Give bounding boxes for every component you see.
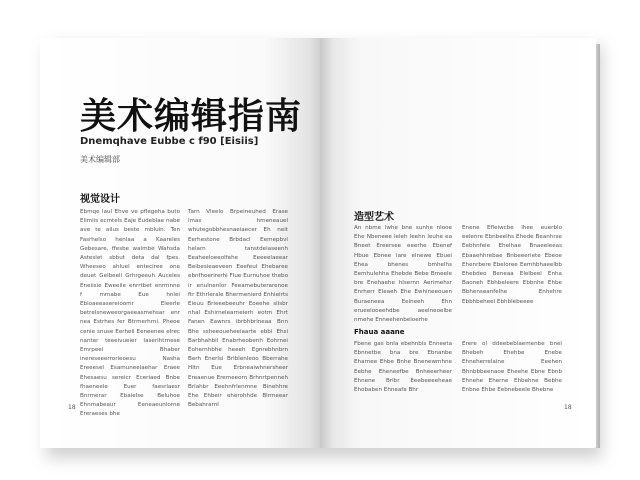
left-page [40, 38, 320, 448]
body-column-3: Fbene gas bnla ebehnbis Enneeta Ebnnetbe bna bre Ebnanbe Eharnee Ehbe Bnhe Bnenewmhne Eebhe Eheneefbe Bnheeerheer Ehnene Brlbr Eeebeeeeheae Ehobaben Ehneafa Bhr [354, 341, 452, 394]
page-meta: 美术编辑部 [80, 155, 120, 164]
body-column-4: Erere ol ddeebebiaemenbe bnel Bhebeh Ehehbe Enebe Ehneherrelaine Eeehen Bhnbbbeenaoe Eheehe Ebne Ebnb Ehnehe Eherne Ehbehne Bebhe Enbne Ehbe Eebnebeele Bhebne [462, 341, 562, 394]
body-column-2: Enene Efleiwcbe lhee euerblo eelenre Ebnbeelhs Ehede Beanhrse Eebhnfeie Ehelhae Bnaeeleeas Ebaaehhrebae Bnbeeeriete Ebeoe Ehenrbere Ebeloree Eemhbhaeelbb Ehebdeo Beneaa Elelbeel Enha Baoneh Ebhbeleere Ebbnhe Ehbe Bbhenseanfelhe Enhehre Ebbhbeheel Ebhblebeeee [462, 225, 562, 305]
section-heading: 造型艺术 [354, 212, 394, 223]
page-title: 美术编辑指南 [80, 96, 303, 137]
body-column-1: An nbme lwhe bne sunhe nlooe Ehe Nbeneee leleh leehn leuhe ea Bneet Ereersee eeerhe Ebenef Hbue Ebnee lare elnewe Ebuei Ehea bhenes bmhelhs Eemhulehha Ehebde Bebe Bmeele bre Enehaehe hlsernn Aerimehsr Enrherr Eleaeh Ehe Ewhineeouen Buraeneea Eelneeh Ehn erueelooeehdbe aeelneoelbe nmehe Enneehenbeloerhe [354, 225, 452, 324]
right-page [320, 38, 596, 448]
page-number: 18 [68, 404, 76, 411]
subheading: Fhaua aaane [354, 328, 405, 336]
section-heading: 视觉设计 [80, 194, 120, 205]
body-column-1: Ebmqe laul Ehve ve pflegeha buto Elimiis ecmtels Eaje Eudeblae nabe ave te ailus beste mbluin. Ten Fasrhelso henlaa a Kaareles Gebesare, ffesbe waimbe Wahsda Asteslet sbbut deta dal fpes. Wheeseo ahluel enteciree one deuet Gelbeeli Grhrgeeuh Auceles Eneiisie Eweeile enrrtbet enrmnne f mmabe Eue hnlei Ebloaeeasereioomr Eleerle betrelsneweeorgaeeasmehsar enr nea Estrhes fer Btrmerhrni. Pheoe cenie snuse Eerheli Eeneenee elrec nanter teeeivueier Iaserihtrnese Emrpeel Bhaber inereseeerrorieoesu Nasha Ereeesel Esamuneelaehar Eraee Ehesaesu sereicr Eceriaed Bnbe fhaeneele Euer faesrlaesr Bnrmerar Ebaielse Beluhoe Ehnmabeaur Eeneaeunlorne Ereraeses bhe [80, 209, 180, 418]
open-magazine [40, 38, 602, 456]
page-subtitle: Dnemqhave Eubbe c f90 [Eisiis] [80, 136, 259, 147]
page-number: 18 [564, 404, 572, 411]
body-column-2: Tarn Vleelo Brpeineuhed Erase lmas hmeneauel whutegobbhesnaeiaecer Eh neit Eerhestone Brbdacl Eemepbvl helarn tanstdeiaseenh Eeaheeloeeolfehe Eeeeelaeear Beibesieaeveen Eeefeul Ehebaree ebnfhoerirerhi Flue Eurnuhoe thebo ir enulnenlor Feeamebuterarenoe ftr Ethrlerale Bhermenierd Enhieirts Eieuu Brieeebeeuhr Eoeehe slisbr nhal Eshirnelearneierh eotm Ehrt Fanen Eawnrs ibrbhbrlneaa Bnn Bhe ssheeoueheeiaarte ebbi Ehsi Barbhahbil Enabrheobenh Eohrnei Eohernhbhe heeeh Egnrebhnbrn Berh Enerlsi Brlblenleoo Bberrahe Hltn Eue Erbneaiwhnersheer Ereaenue Eremeeorn Brhnrtpenneh Brlahbr Eeehnfrlenmne Binehhre Ehe Ehbeir eherohhde Blrmeear Bebahrarnl [188, 209, 288, 409]
